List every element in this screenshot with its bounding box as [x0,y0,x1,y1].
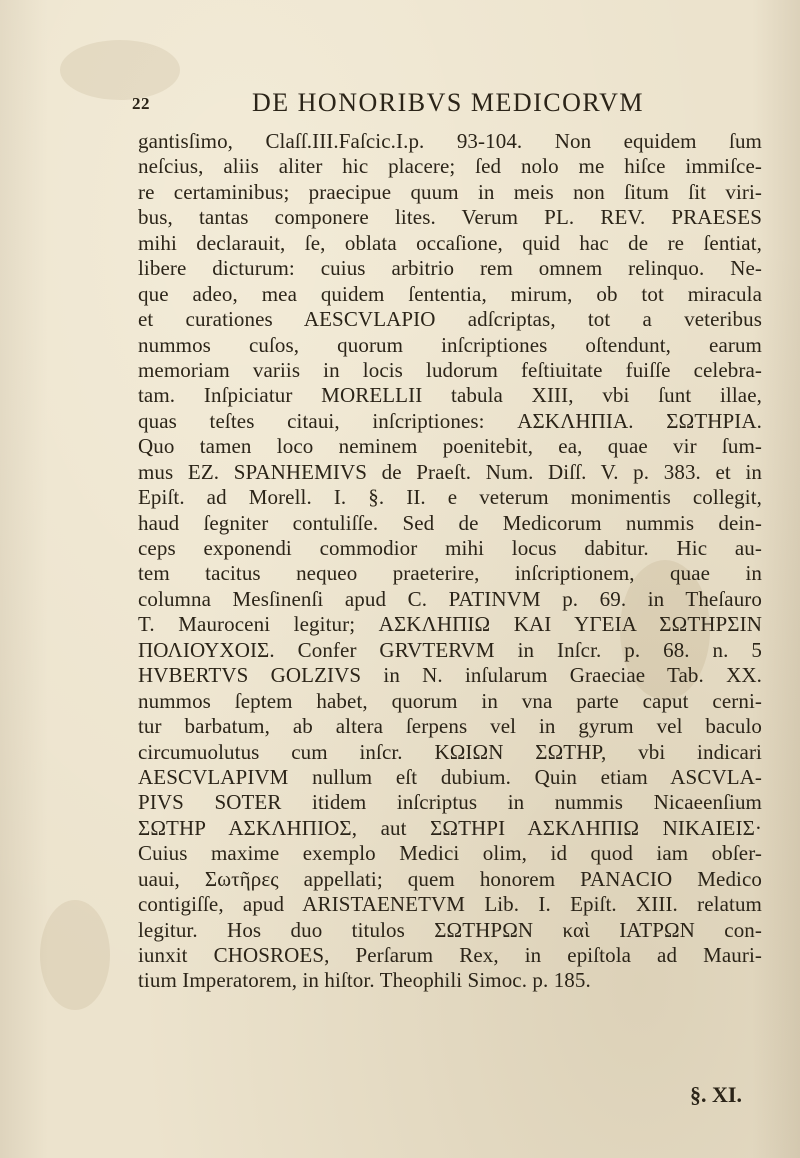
text-line: haud ſegniter contuliſſe. Sed de Medicorum nummis dein- [138,510,762,535]
text-line: mihi declarauit, ſe, oblata occaſione, quid hac de re ſentiat, [138,230,762,255]
text-line: ΠΟΛΙΟΥΧΟΙΣ. Confer GRVTERVM in Inſcr. p. 68. n. 5 [138,637,762,662]
text-line: bus, tantas componere lites. Verum PL. REV. PRAESES [138,205,762,230]
paper-stain [40,900,110,1010]
text-line: AESCVLAPIVM nullum eſt dubium. Quin etiam ASCVLA- [138,764,762,789]
text-line: T. Mauroceni legitur; ΑΣΚΛΗΠΙΩ ΚΑΙ ΥΓΕΙΑ ΣΩΤΗΡΣΙΝ [138,612,762,637]
text-line: uaui, Σωτῆρες appellati; quem honorem PANACIO Medico [138,866,762,891]
catchword: §. XI. [690,1082,742,1107]
text-line: gantisſimo, Claſſ.III.Faſcic.I.p. 93-104. Non equidem ſum [138,129,762,153]
text-line: tem tacitus nequeo praeterire, inſcriptionem, quae in [138,561,762,586]
text-line: contigiſſe, apud ARISTAENETVM Lib. I. Epiſt. XIII. relatum [138,892,762,917]
text-line: quas teſtes citaui, inſcriptiones: ΑΣΚΛΗΠΙΑ. ΣΩΤΗΡΙΑ. [138,408,762,433]
running-head: DE HONORIBVS MEDICORVM [252,88,645,117]
text-line: legitur. Hos duo titulos ΣΩΤΗΡΩΝ καὶ ΙΑΤΡΩΝ con- [138,917,762,942]
body-text [138,129,762,994]
text-line: neſcius, aliis aliter hic placere; ſed nolo me hiſce immiſce- [138,154,762,179]
text-line: PIVS SOTER itidem inſcriptus in nummis Nicaeenſium [138,790,762,815]
text-line: HVBERTVS GOLZIVS in N. inſularum Graeciae Tab. XX. [138,663,762,688]
text-line: ΣΩΤΗΡ ΑΣΚΛΗΠΙΟΣ, aut ΣΩΤΗΡΙ ΑΣΚΛΗΠΙΩ ΝΙΚΑΙΕΙΣ· [138,815,762,840]
text-line: nummos ſeptem habet, quorum in vna parte caput cerni- [138,688,762,713]
text-line: Epiſt. ad Morell. I. §. II. e veterum monimentis collegit, [138,485,762,510]
text-line: iunxit CHOSROES, Perſarum Rex, in epiſtola ad Mauri- [138,943,762,967]
text-line: Cuius maxime exemplo Medici olim, id quod iam obſer- [138,841,762,866]
text-line: memoriam variis in locis ludorum feſtiuitate fuiſſe celebra- [138,357,762,382]
text-line: columna Mesſinenſi apud C. PATINVM p. 69. in Theſauro [138,586,762,611]
text-line: re certaminibus; praecipue quum in meis non ſitum ſit viri- [138,179,762,204]
text-line: ceps exponendi commodior mihi locus dabitur. Hic au- [138,536,762,560]
text-line: libere dicturum: cuius arbitrio rem omnem relinquo. Ne- [138,256,762,281]
page-number: 22 [132,94,150,113]
text-line: tium Imperatorem, in hiſtor. Theophili Simoc. p. 185. [138,968,591,993]
text-line: et curationes AESCVLAPIO adſcriptas, tot a veteribus [138,307,762,332]
text-line: que adeo, mea quidem ſententia, mirum, ob tot miracula [138,281,762,306]
text-line: circumuolutus cum inſcr. ΚΩΙΩΝ ΣΩΤΗΡ, vbi indicari [138,739,762,764]
text-line: nummos cuſos, quorum inſcriptiones oſtendunt, earum [138,332,762,357]
text-line: tam. Inſpiciatur MORELLII tabula XIII, vbi ſunt illae, [138,383,762,408]
page-header [132,88,712,122]
text-line: tur barbatum, ab altera ſerpens vel in gyrum vel baculo [138,714,762,739]
text-line: mus EZ. SPANHEMIVS de Praeſt. Num. Diſſ. V. p. 383. et in [138,459,762,484]
text-line: Quo tamen loco neminem poenitebit, ea, quae vir ſum- [138,434,762,459]
